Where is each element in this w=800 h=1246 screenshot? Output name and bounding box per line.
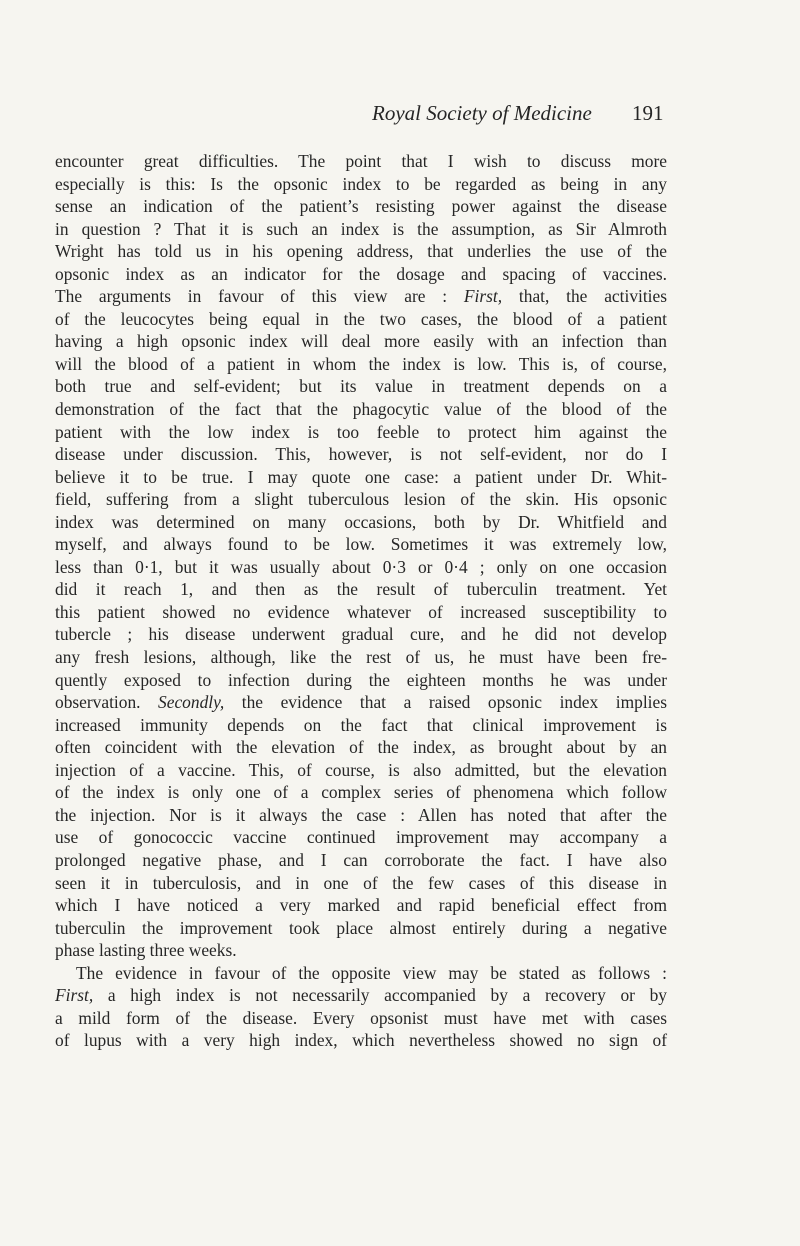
text-segment: will the blood of a patient in whom the index is low. This is, of course, — [55, 353, 667, 374]
text-segment: any fresh lesions, although, like the rest of us, he must have been fre- — [55, 647, 667, 668]
text-line — [55, 601, 667, 624]
text-segment: use of gonococcic vaccine continued improvement may accompany a — [55, 827, 667, 848]
text-line — [55, 330, 667, 353]
text-line — [55, 533, 667, 556]
text-segment: index was determined on many occasions, both by Dr. Whitfield and — [55, 511, 667, 532]
text-segment: less than 0·1, but it was usually about 0·3 or 0·4 ; only on one occasion — [55, 556, 667, 577]
text-segment: of the leucocytes being equal in the two cases, the blood of a patient — [55, 308, 667, 329]
text-line — [55, 173, 667, 196]
text-segment: this patient showed no evidence whatever of increased susceptibility to — [55, 601, 667, 622]
text-line — [55, 240, 667, 263]
italic-word: Secondly, — [158, 692, 225, 713]
text-line — [55, 691, 667, 714]
text-segment: which I have noticed a very marked and rapid beneficial effect from — [55, 895, 667, 916]
running-title: Royal Society of Medicine — [372, 101, 592, 125]
text-line — [55, 939, 667, 962]
text-segment: encounter great difficulties. The point that I wish to discuss more — [55, 151, 667, 171]
text-line — [55, 646, 667, 669]
text-segment: field, suffering from a slight tuberculous lesion of the skin. His opsonic — [55, 489, 667, 510]
text-line — [55, 804, 667, 827]
text-segment: prolonged negative phase, and I can corroborate the fact. I have also — [55, 849, 667, 870]
text-segment: having a high opsonic index will deal more easily with an infection than — [55, 331, 667, 352]
text-segment: quently exposed to infection during the eighteen months he was under — [55, 669, 667, 690]
text-segment: injection of a vaccine. This, of course, is also admitted, but the elevation — [55, 759, 667, 780]
text-segment: The evidence in favour of the opposite view may be stated as follows : — [76, 962, 667, 983]
text-segment: demonstration of the fact that the phagocytic value of the blood of the — [55, 399, 667, 420]
text-segment: seen it in tuberculosis, and in one of the few cases of this disease in — [55, 872, 667, 893]
text-line — [55, 511, 667, 534]
text-line — [55, 218, 667, 241]
text-line — [55, 308, 667, 331]
text-segment: opsonic index as an indicator for the dosage and spacing of vaccines. — [55, 263, 667, 284]
text-line — [55, 578, 667, 601]
running-head — [0, 101, 800, 131]
text-segment: a high index is not necessarily accompanied by a recovery or by — [93, 985, 667, 1006]
text-segment: that, the activities — [502, 286, 667, 307]
text-segment: the evidence that a raised opsonic index implies — [224, 692, 667, 713]
text-line — [55, 962, 667, 985]
text-line — [55, 781, 667, 804]
text-line — [55, 375, 667, 398]
text-segment: observation. — [55, 692, 159, 713]
text-line — [55, 714, 667, 737]
text-segment: the injection. Nor is it always the case : Allen has noted that after the — [55, 804, 667, 825]
italic-word: First, — [463, 286, 503, 307]
text-segment: increased immunity depends on the fact that clinical improvement is — [55, 714, 667, 735]
text-segment: did it reach 1, and then as the result of tuberculin treatment. Yet — [55, 579, 667, 600]
text-line — [55, 195, 667, 218]
text-segment: believe it to be true. I may quote one case: a patient under Dr. Whit- — [55, 466, 667, 487]
body-text — [55, 150, 667, 1052]
text-line — [55, 443, 667, 466]
text-line — [55, 488, 667, 511]
text-line — [55, 623, 667, 646]
text-line — [55, 669, 667, 692]
text-segment: sense an indication of the patient’s resisting power against the disease — [55, 196, 667, 217]
text-line — [55, 556, 667, 579]
page-number: 191 — [632, 101, 664, 125]
text-line — [55, 736, 667, 759]
text-segment: often coincident with the elevation of the index, as brought about by an — [55, 737, 667, 758]
text-line — [55, 466, 667, 489]
text-segment: disease under discussion. This, however, is not self-evident, nor do I — [55, 444, 667, 465]
text-segment: of the index is only one of a complex series of phenomena which follow — [55, 782, 667, 803]
text-segment: myself, and always found to be low. Sometimes it was extremely low, — [55, 534, 667, 555]
text-segment: phase lasting three weeks. — [55, 940, 237, 961]
text-line — [55, 826, 667, 849]
text-line — [55, 849, 667, 872]
text-line — [55, 398, 667, 421]
text-line — [55, 263, 667, 286]
text-segment: tuberculin the improvement took place almost entirely during a negative — [55, 917, 667, 938]
text-line — [55, 150, 667, 173]
text-line — [55, 421, 667, 444]
text-segment: especially is this: Is the opsonic index to be regarded as being in any — [55, 173, 667, 194]
text-line — [55, 1029, 667, 1052]
text-segment: The arguments in favour of this view are : — [55, 286, 464, 307]
text-segment: of lupus with a very high index, which nevertheless showed no sign of — [55, 1030, 667, 1051]
text-segment: both true and self-evident; but its value in treatment depends on a — [55, 376, 667, 397]
text-segment: a mild form of the disease. Every opsonist must have met with cases — [55, 1007, 667, 1028]
text-line — [55, 984, 667, 1007]
text-segment: Wright has told us in his opening address, that underlies the use of the — [55, 241, 667, 262]
text-segment: patient with the low index is too feeble to protect him against the — [55, 421, 667, 442]
text-line — [55, 894, 667, 917]
text-segment: in question ? That it is such an index is the assumption, as Sir Almroth — [55, 218, 667, 239]
text-line — [55, 872, 667, 895]
text-line — [55, 917, 667, 940]
text-line — [55, 1007, 667, 1030]
text-line — [55, 759, 667, 782]
text-line — [55, 353, 667, 376]
text-line — [55, 285, 667, 308]
text-segment: tubercle ; his disease underwent gradual cure, and he did not develop — [55, 624, 667, 645]
italic-word: First, — [55, 985, 94, 1006]
